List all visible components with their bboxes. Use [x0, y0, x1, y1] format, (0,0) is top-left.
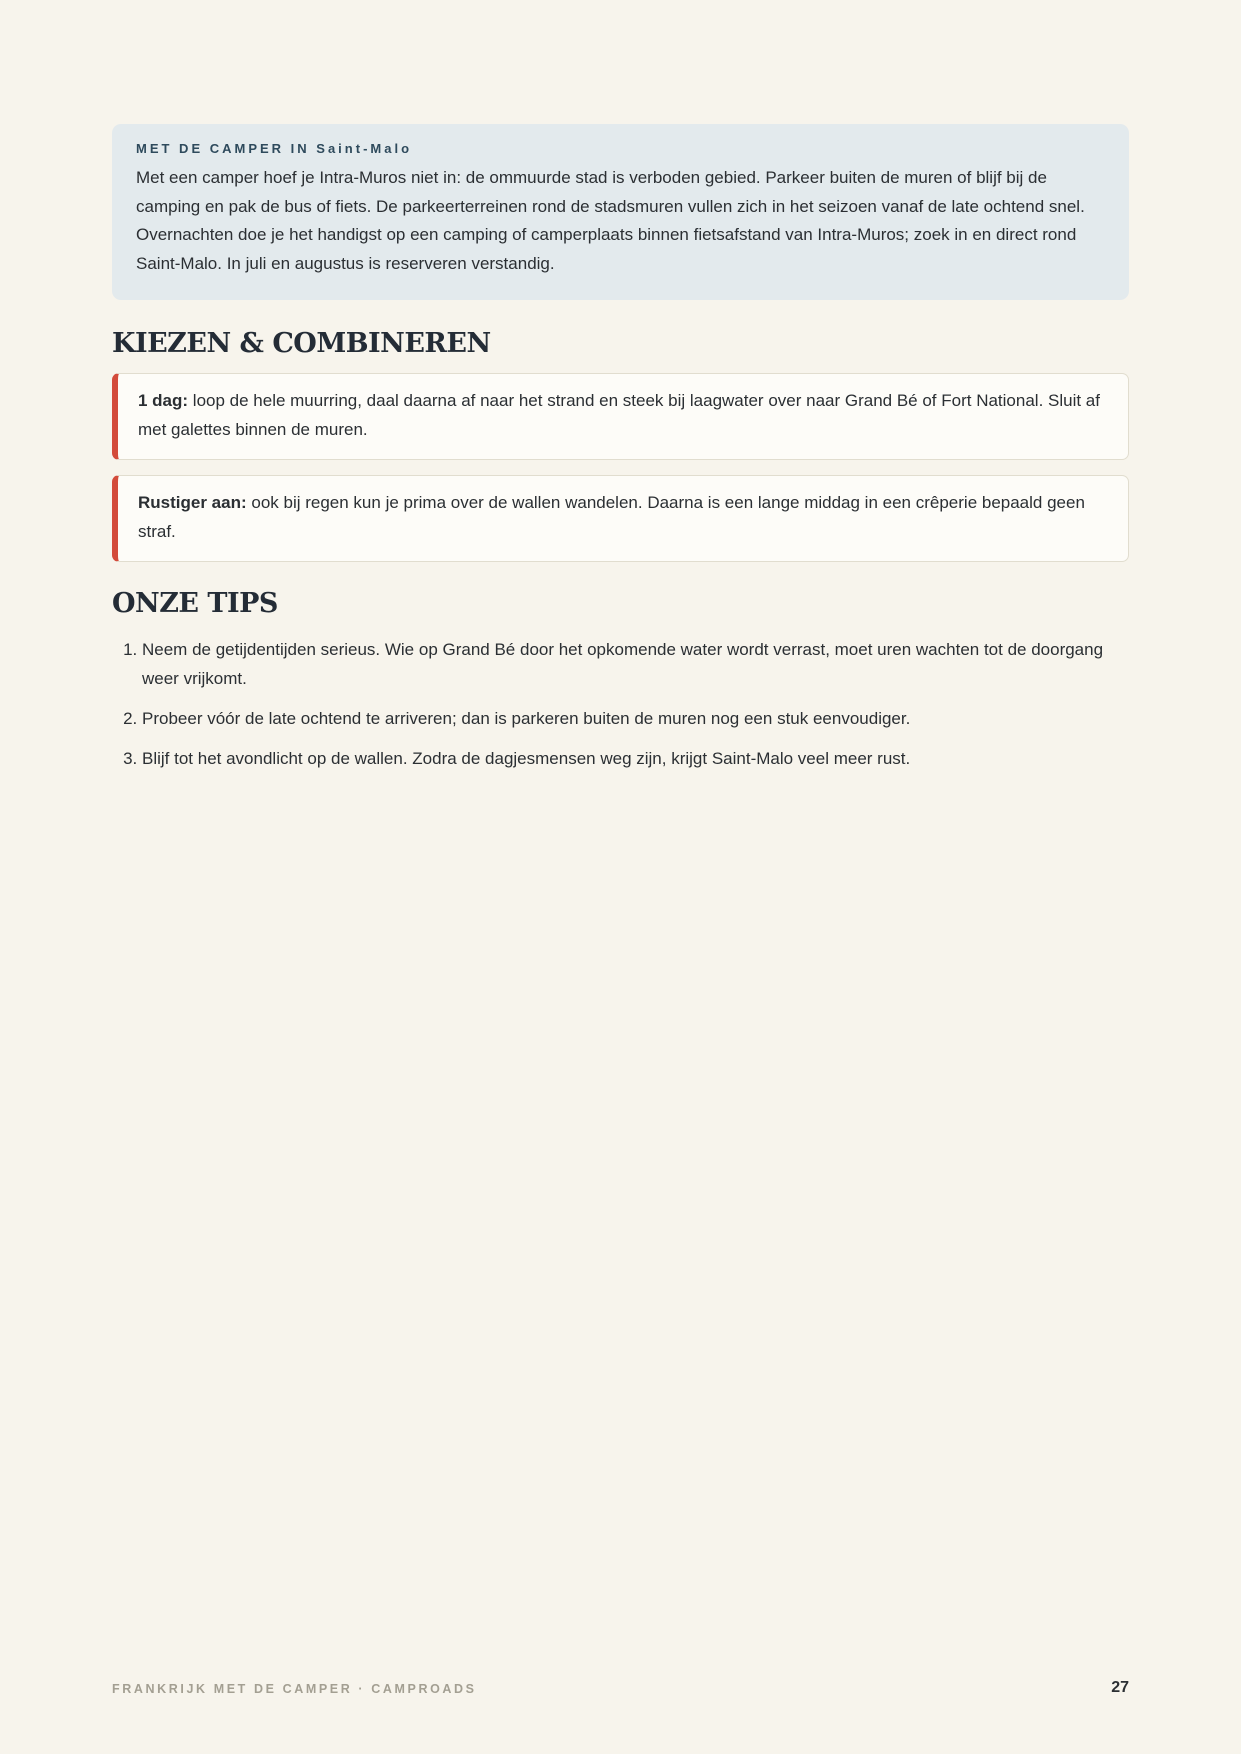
tips-list — [112, 635, 1129, 773]
option-text: loop de hele muurring, daal daarna af naar het strand en steek bij laagwater over naar Grand Bé of Fort National. Sluit af met galettes binnen de muren. — [138, 391, 1100, 439]
tip-item: 3. Blijf tot het avondlicht op de wallen. Zodra de dagjesmensen weg zijn, krijgt Saint-Malo veel meer rust. — [142, 744, 1129, 773]
option-card-1-dag — [112, 373, 1129, 460]
footer-publication: FRANKRIJK MET DE CAMPER · CAMPROADS — [112, 1682, 477, 1696]
camper-info-text: Met een camper hoef je Intra-Muros niet in: de ommuurde stad is verboden gebied. Parkeer buiten de muren of blijf bij de camping en pak de bus of fiets. De parkeerterreinen rond de stadsmuren vullen zich in het seizoen vanaf de late ochtend snel. Overnachten doe je het handigst op een camping of camperplaats binnen fietsafstand van Intra-Muros; zoek in en direct rond Saint-Malo. In juli en augustus is reserveren verstandig. — [136, 168, 1085, 273]
page-content — [112, 124, 1129, 784]
camper-info-title: MET DE CAMPER IN Saint-Malo — [136, 141, 413, 156]
section-heading-kiezen: KIEZEN & COMBINEREN — [112, 328, 491, 359]
camper-info-box — [112, 124, 1129, 300]
option-card-rustiger — [112, 475, 1129, 562]
tip-item: 1. Neem de getijdentijden serieus. Wie op Grand Bé door het opkomende water wordt verrast, moet uren wachten tot de doorgang weer vrijkomt. — [142, 635, 1129, 693]
option-text: ook bij regen kun je prima over de wallen wandelen. Daarna is een lange middag in een crêperie bepaald geen straf. — [138, 493, 1085, 541]
option-label: Rustiger aan: — [138, 493, 247, 512]
tip-item: 2. Probeer vóór de late ochtend te arriveren; dan is parkeren buiten de muren nog een stuk eenvoudiger. — [142, 704, 1129, 733]
option-label: 1 dag: — [138, 391, 189, 410]
page-number: 27 — [1111, 1679, 1129, 1696]
section-heading-tips: ONZE TIPS — [112, 588, 278, 619]
